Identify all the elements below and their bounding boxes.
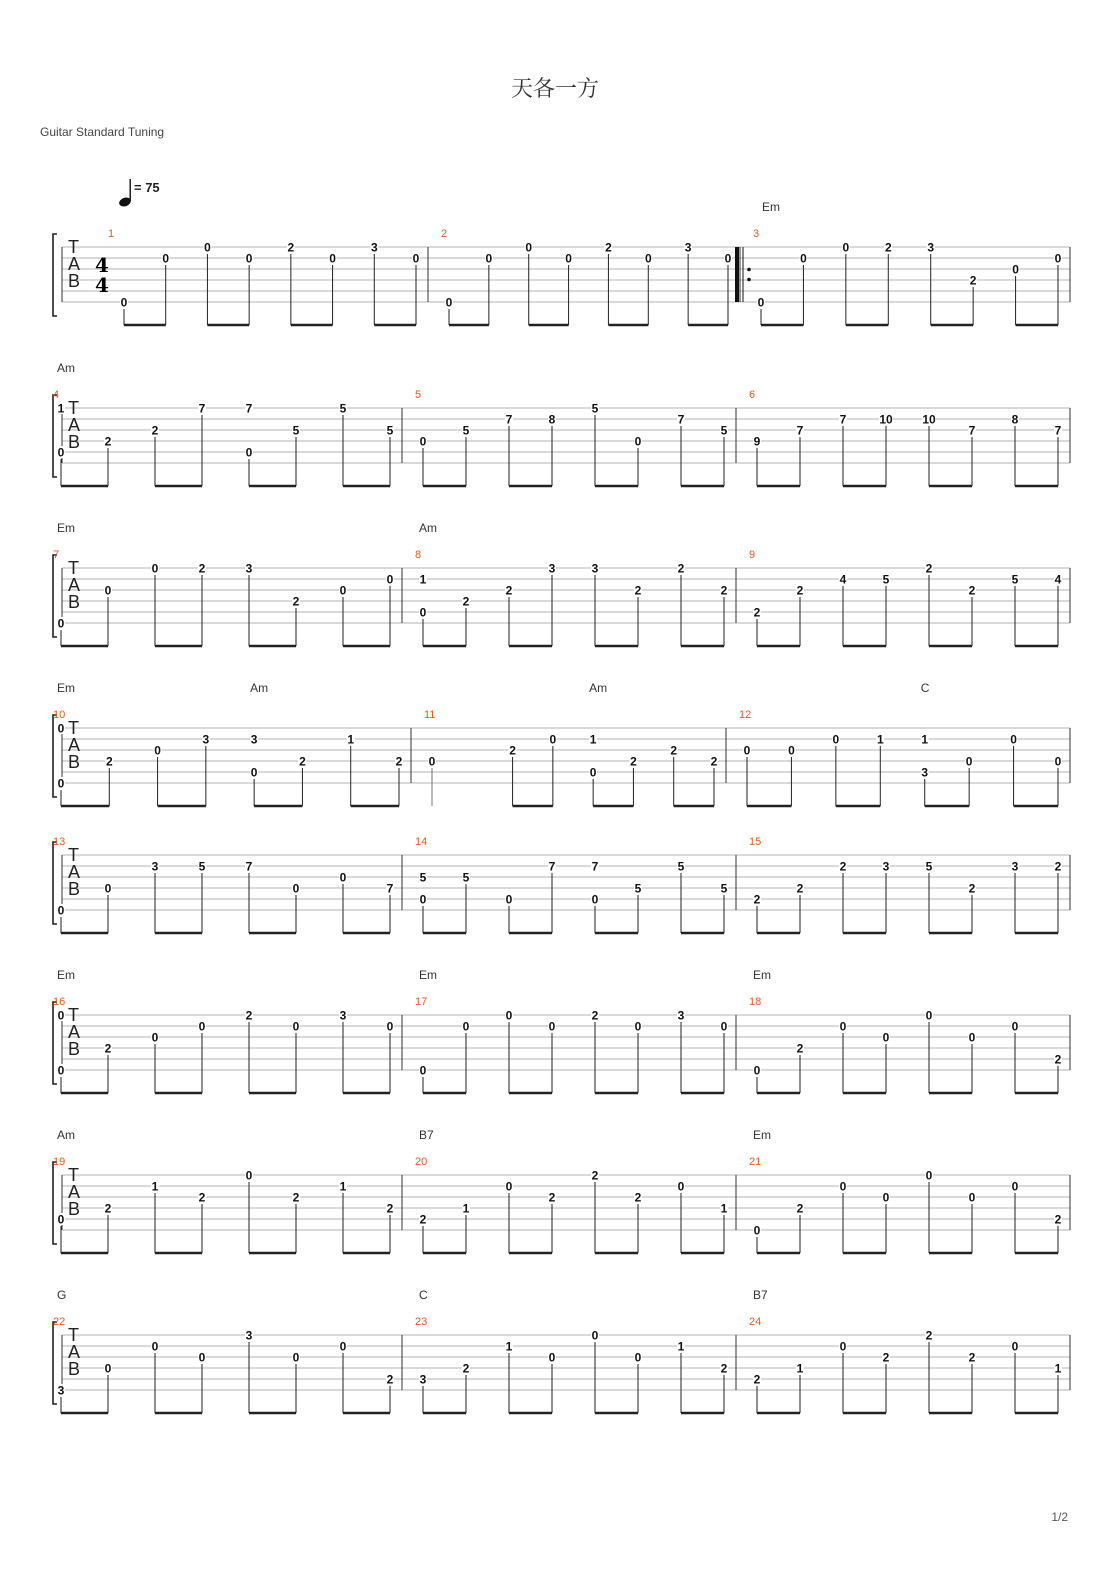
chord-name: Em [753,1128,771,1142]
fret-number: 2 [548,1190,556,1205]
fret-number: 0 [743,743,751,758]
fret-number: 0 [419,892,427,907]
fret-number: 0 [198,1350,206,1365]
fret-number: 2 [386,1201,394,1216]
tab-clef-letter: A [68,415,81,435]
measure-number: 10 [53,709,66,721]
fret-number: 2 [105,754,113,769]
fret-number: 2 [720,1361,728,1376]
fret-number: 3 [202,732,210,747]
fret-number: 0 [104,1361,112,1376]
fret-number: 0 [591,892,599,907]
fret-number: 0 [386,572,394,587]
fret-number: 5 [419,870,427,885]
tab-clef-letter: T [68,1005,79,1025]
fret-number: 4 [839,572,847,587]
measure-number: 21 [749,1156,762,1168]
measure-number: 5 [415,389,422,401]
fret-number: 3 [151,859,159,874]
fret-number: 0 [339,583,347,598]
fret-number: 2 [796,1041,804,1056]
chord-name: Em [762,200,780,214]
tab-system [53,681,1070,806]
tempo-value: = 75 [134,180,160,195]
fret-number: 2 [968,881,976,896]
fret-number: 7 [839,412,847,427]
fret-number: 1 [419,572,427,587]
page-number: 1/2 [1051,1510,1068,1524]
fret-number: 5 [1011,572,1019,587]
tab-clef-letter: B [68,1039,81,1059]
fret-number: 0 [462,1019,470,1034]
fret-number: 2 [245,1008,253,1023]
fret-number: 0 [1010,732,1017,747]
fret-number: 0 [505,1008,513,1023]
fret-number: 3 [370,240,378,255]
tab-clef-letter: A [68,254,81,274]
fret-number: 7 [796,423,804,438]
fret-number: 0 [800,251,807,266]
fret-number: 1 [677,1339,685,1354]
fret-number: 8 [548,412,556,427]
fret-number: 5 [720,881,728,896]
fret-number: 1 [876,732,884,747]
tab-clef-letter: A [68,735,81,755]
fret-number: 2 [104,434,112,449]
fret-number: 2 [104,1041,112,1056]
fret-number: 0 [104,583,112,598]
fret-number: 0 [339,1339,347,1354]
fret-number: 5 [339,401,347,416]
fret-number: 2 [969,273,977,288]
fret-number: 1 [720,1201,728,1216]
measure-number: 3 [753,228,760,240]
fret-number: 9 [753,434,761,449]
fret-number: 2 [287,240,295,255]
measure-number: 6 [749,389,756,401]
fret-number: 0 [151,1339,159,1354]
fret-number: 8 [1011,412,1019,427]
fret-number: 2 [292,1190,300,1205]
fret-number: 0 [634,1350,642,1365]
fret-number: 0 [57,616,65,631]
fret-number: 2 [968,583,976,598]
fret-number: 2 [1054,1052,1062,1067]
fret-number: 2 [104,1201,112,1216]
fret-number: 1 [462,1201,470,1216]
fret-number: 2 [925,1328,933,1343]
measure-number: 15 [749,836,762,848]
fret-number: 0 [292,881,300,896]
measure-number: 14 [415,836,428,848]
fret-number: 2 [677,561,685,576]
fret-number: 3 [921,765,929,780]
measure-number: 18 [749,996,762,1008]
tab-clef-letter: A [68,862,81,882]
fret-number: 10 [922,412,936,427]
fret-number: 2 [198,1190,206,1205]
fret-number: 7 [386,881,394,896]
fret-number: 7 [591,859,599,874]
fret-number: 2 [509,743,516,758]
tab-clef-letter: A [68,1342,81,1362]
fret-number: 7 [968,423,976,438]
fret-number: 0 [591,1328,599,1343]
fret-number: 0 [724,251,732,266]
fret-number: 0 [589,765,597,780]
fret-number: 0 [1011,1019,1019,1034]
measure-number: 24 [749,1316,762,1328]
fret-number: 0 [925,1168,933,1183]
fret-number: 0 [151,561,159,576]
fret-number: 0 [968,1030,976,1045]
fret-number: 0 [120,295,128,310]
fret-number: 0 [204,240,211,255]
fret-number: 2 [634,583,642,598]
fret-number: 2 [591,1168,599,1183]
fret-number: 3 [882,859,890,874]
time-signature-digit: 4 [95,253,109,277]
fret-number: 5 [386,423,394,438]
fret-number: 2 [796,881,804,896]
fret-number: 1 [1054,1361,1062,1376]
chord-name: G [57,1288,67,1302]
fret-number: 0 [154,743,161,758]
tab-clef-letter: B [68,1199,81,1219]
fret-number: 0 [1054,754,1062,769]
fret-number: 1 [796,1361,804,1376]
measure-number: 2 [441,228,448,240]
fret-number: 0 [965,754,973,769]
system-brace [53,842,57,924]
fret-number: 0 [329,251,336,266]
fret-number: 0 [412,251,420,266]
fret-number: 0 [1011,1179,1019,1194]
fret-number: 0 [198,1019,206,1034]
fret-number: 0 [57,1063,65,1078]
tab-system [53,1128,1070,1253]
chord-name: Em [57,968,75,982]
system-brace [53,1162,57,1244]
chord-name: C [419,1288,428,1302]
tab-clef-letter: T [68,1165,79,1185]
fret-number: 2 [670,743,678,758]
tab-clef-letter: B [68,592,81,612]
chord-name: Am [250,681,269,695]
fret-number: 1 [151,1179,159,1194]
fret-number: 0 [548,1350,556,1365]
fret-number: 5 [462,423,470,438]
tab-clef-letter: T [68,718,79,738]
fret-number: 3 [548,561,556,576]
fret-number: 0 [842,240,850,255]
fret-number: 0 [386,1019,394,1034]
measure-number: 19 [53,1156,66,1168]
fret-number: 3 [245,561,253,576]
fret-number: 0 [57,903,65,918]
chord-name: Am [419,521,437,535]
measure-number: 23 [415,1316,428,1328]
fret-number: 2 [720,583,728,598]
fret-number: 2 [710,754,718,769]
fret-number: 0 [839,1179,847,1194]
fret-number: 1 [921,732,929,747]
fret-number: 7 [1054,423,1062,438]
fret-number: 2 [151,423,159,438]
repeat-dot [747,278,751,282]
fret-number: 0 [151,1030,159,1045]
fret-number: 0 [788,743,795,758]
fret-number: 7 [505,412,513,427]
fret-number: 2 [198,561,206,576]
fret-number: 1 [57,401,65,416]
fret-number: 2 [753,892,761,907]
fret-number: 0 [419,434,427,449]
fret-number: 0 [882,1030,890,1045]
fret-number: 2 [505,583,513,598]
tab-system [53,836,1070,933]
fret-number: 0 [419,1063,427,1078]
fret-number: 0 [1054,251,1062,266]
fret-number: 0 [549,732,557,747]
fret-number: 0 [925,1008,933,1023]
system-brace [53,715,57,797]
fret-number: 2 [591,1008,599,1023]
tuning-label: Guitar Standard Tuning [40,125,165,139]
tab-system [53,361,1070,486]
fret-number: 0 [753,1063,761,1078]
system-brace [53,555,57,637]
tab-clef-letter: A [68,575,81,595]
fret-number: 0 [565,251,572,266]
measure-number: 22 [53,1316,66,1328]
fret-number: 2 [882,1350,890,1365]
chord-name: Em [419,968,437,982]
fret-number: 5 [882,572,890,587]
fret-number: 2 [462,594,470,609]
chord-name: B7 [419,1128,434,1142]
fret-number: 2 [925,561,933,576]
fret-number: 3 [250,732,258,747]
chord-name: Am [57,1128,75,1142]
fret-number: 0 [1012,262,1019,277]
fret-number: 0 [428,754,436,769]
fret-number: 2 [605,240,612,255]
fret-number: 2 [299,754,306,769]
fret-number: 2 [753,1372,761,1387]
fret-number: 5 [591,401,599,416]
fret-number: 0 [445,295,453,310]
fret-number: 0 [339,870,347,885]
fret-number: 3 [927,240,935,255]
fret-number: 0 [757,295,765,310]
fret-number: 0 [419,605,427,620]
measure-number: 20 [415,1156,428,1168]
fret-number: 5 [634,881,642,896]
tab-clef-letter: T [68,1325,79,1345]
measure-number: 11 [424,709,436,721]
fret-number: 0 [505,1179,513,1194]
fret-number: 0 [644,251,652,266]
fret-number: 0 [634,434,642,449]
fret-number: 5 [292,423,300,438]
tab-system [53,1288,1070,1413]
fret-number: 0 [250,765,258,780]
fret-number: 0 [57,1212,65,1227]
measure-number: 12 [739,709,752,721]
fret-number: 7 [245,401,253,416]
system-brace [53,1002,57,1084]
measure-number: 9 [749,549,756,561]
fret-number: 3 [591,561,599,576]
fret-number: 2 [634,1190,642,1205]
fret-number: 0 [162,251,170,266]
fret-number: 5 [720,423,728,438]
fret-number: 0 [839,1019,847,1034]
fret-number: 2 [796,583,804,598]
chord-name: Am [57,361,75,375]
fret-number: 0 [832,732,840,747]
fret-number: 0 [292,1019,300,1034]
fret-number: 3 [57,1383,65,1398]
tab-clef-letter: T [68,237,79,257]
fret-number: 0 [57,776,65,791]
tab-system [53,200,1070,325]
fret-number: 3 [684,240,692,255]
fret-number: 0 [245,251,253,266]
fret-number: 0 [505,892,513,907]
fret-number: 1 [505,1339,513,1354]
fret-number: 1 [339,1179,347,1194]
tab-clef-letter: B [68,271,81,291]
fret-number: 2 [462,1361,470,1376]
repeat-dot [747,268,751,272]
fret-number: 2 [753,605,761,620]
fret-number: 4 [1054,572,1062,587]
tab-clef-letter: B [68,879,81,899]
fret-number: 0 [245,1168,253,1183]
fret-number: 3 [339,1008,347,1023]
fret-number: 0 [839,1339,847,1354]
fret-number: 0 [677,1179,685,1194]
fret-number: 0 [57,1008,65,1023]
tab-clef-letter: A [68,1182,81,1202]
fret-number: 0 [57,445,65,460]
fret-number: 3 [419,1372,427,1387]
fret-number: 7 [677,412,685,427]
fret-number: 1 [347,732,355,747]
chord-name: B7 [753,1288,768,1302]
system-brace [53,395,57,477]
fret-number: 0 [292,1350,300,1365]
system-brace [53,1322,57,1404]
fret-number: 5 [462,870,470,885]
fret-number: 0 [104,881,112,896]
fret-number: 2 [292,594,300,609]
measure-number: 4 [53,389,60,401]
chord-name: Em [57,681,75,695]
fret-number: 10 [879,412,893,427]
system-brace [53,234,57,316]
song-title: 天各一方 [510,77,599,102]
measure-number: 17 [415,996,428,1008]
tab-system [53,968,1070,1093]
fret-number: 2 [1054,859,1062,874]
fret-number: 2 [968,1350,976,1365]
chord-name: Am [589,681,608,695]
fret-number: 2 [419,1212,427,1227]
fret-number: 0 [882,1190,890,1205]
time-signature-digit: 4 [95,273,109,297]
fret-number: 2 [884,240,892,255]
tab-clef-letter: B [68,752,81,772]
fret-number: 3 [1011,859,1019,874]
chord-name: Em [57,521,75,535]
fret-number: 2 [630,754,637,769]
measure-number: 1 [108,228,115,240]
fret-number: 7 [548,859,556,874]
fret-number: 0 [245,445,253,460]
fret-number: 5 [198,859,206,874]
tab-clef-letter: T [68,398,79,418]
fret-number: 7 [245,859,253,874]
fret-number: 2 [386,1372,394,1387]
fret-number: 0 [485,251,493,266]
fret-number: 0 [720,1019,728,1034]
tab-clef-letter: A [68,1022,81,1042]
fret-number: 0 [968,1190,976,1205]
fret-number: 3 [677,1008,685,1023]
tab-clef-letter: B [68,432,81,452]
tab-clef-letter: T [68,558,79,578]
fret-number: 2 [796,1201,804,1216]
measure-number: 16 [53,996,66,1008]
fret-number: 0 [634,1019,642,1034]
measure-number: 13 [53,836,66,848]
fret-number: 0 [57,721,65,736]
fret-number: 0 [1011,1339,1019,1354]
fret-number: 1 [589,732,597,747]
fret-number: 0 [753,1223,761,1238]
fret-number: 2 [1054,1212,1062,1227]
fret-number: 3 [245,1328,253,1343]
measure-number: 7 [53,549,60,561]
tab-clef-letter: T [68,845,79,865]
fret-number: 2 [839,859,847,874]
fret-number: 5 [677,859,685,874]
tab-system [53,521,1070,646]
fret-number: 5 [925,859,933,874]
measure-number: 8 [415,549,422,561]
fret-number: 7 [198,401,206,416]
fret-number: 0 [525,240,533,255]
chord-name: C [920,681,930,695]
chord-name: Em [753,968,771,982]
tab-clef-letter: B [68,1359,81,1379]
fret-number: 2 [395,754,403,769]
fret-number: 0 [548,1019,556,1034]
